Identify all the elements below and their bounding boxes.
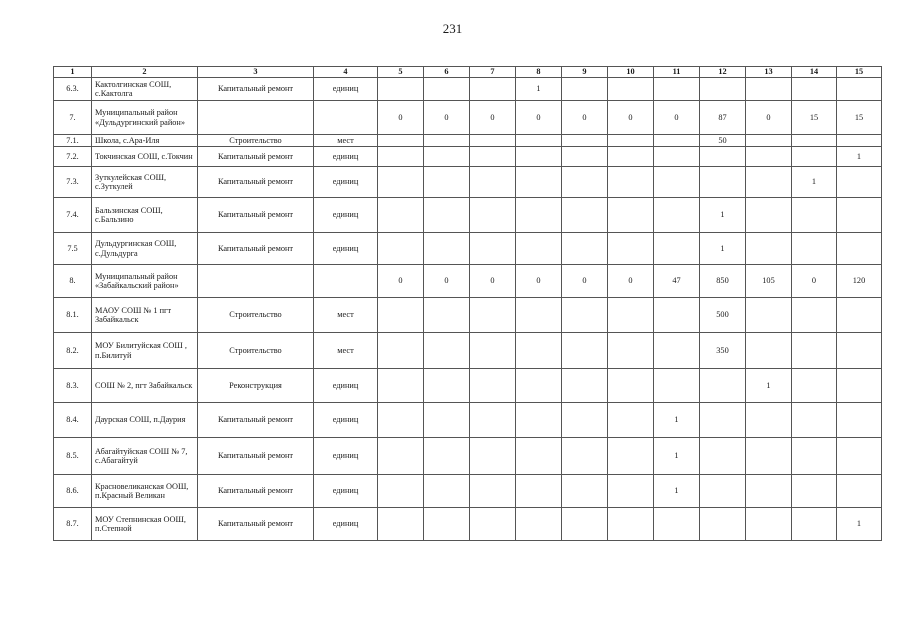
table-row (54, 369, 882, 403)
value-cell-col-6 (424, 508, 470, 541)
value-cell-col-7 (470, 508, 516, 541)
object-name-cell: МОУ Билитуйская СОШ , п.Билитуй (92, 333, 198, 369)
value-cell-col-9 (562, 508, 608, 541)
value-cell-col-13 (746, 147, 792, 167)
value-cell-col-7 (470, 78, 516, 101)
column-header-14: 14 (792, 67, 837, 78)
value-cell-col-12 (700, 369, 746, 403)
value-cell-col-12 (700, 403, 746, 438)
value-cell-col-7: 0 (470, 101, 516, 135)
value-cell-col-5 (378, 135, 424, 147)
value-cell-col-12: 350 (700, 333, 746, 369)
value-cell-col-14: 1 (792, 167, 837, 198)
table-row (54, 508, 882, 541)
value-cell-col-9 (562, 403, 608, 438)
value-cell-col-10 (608, 167, 654, 198)
value-cell-col-14 (792, 147, 837, 167)
row-number-cell: 7.4. (54, 198, 92, 233)
value-cell-col-11 (654, 298, 700, 333)
value-cell-col-7 (470, 475, 516, 508)
unit-cell: единиц (314, 233, 378, 265)
value-cell-col-7 (470, 135, 516, 147)
value-cell-col-6: 0 (424, 265, 470, 298)
column-header-6: 6 (424, 67, 470, 78)
value-cell-col-11: 1 (654, 475, 700, 508)
value-cell-col-10 (608, 147, 654, 167)
value-cell-col-12 (700, 78, 746, 101)
row-number-cell: 7. (54, 101, 92, 135)
value-cell-col-10 (608, 438, 654, 475)
object-name-cell: Бальзинская СОШ, с.Бальзино (92, 198, 198, 233)
unit-cell: единиц (314, 167, 378, 198)
unit-cell: мест (314, 135, 378, 147)
value-cell-col-12 (700, 438, 746, 475)
column-header-7: 7 (470, 67, 516, 78)
work-type-cell: Капитальный ремонт (198, 508, 314, 541)
value-cell-col-14 (792, 135, 837, 147)
value-cell-col-7 (470, 403, 516, 438)
table-row (54, 403, 882, 438)
column-header-10: 10 (608, 67, 654, 78)
object-name-cell: Школа, с.Ара-Иля (92, 135, 198, 147)
value-cell-col-5: 0 (378, 265, 424, 298)
value-cell-col-7 (470, 438, 516, 475)
column-header-12: 12 (700, 67, 746, 78)
value-cell-col-6 (424, 333, 470, 369)
row-number-cell: 7.1. (54, 135, 92, 147)
value-cell-col-11 (654, 369, 700, 403)
value-cell-col-8 (516, 438, 562, 475)
value-cell-col-15 (837, 333, 882, 369)
value-cell-col-6 (424, 167, 470, 198)
value-cell-col-12: 87 (700, 101, 746, 135)
value-cell-col-5: 0 (378, 101, 424, 135)
value-cell-col-13 (746, 438, 792, 475)
value-cell-col-5 (378, 298, 424, 333)
value-cell-col-8: 0 (516, 265, 562, 298)
object-name-cell: Муниципальный район «Забайкальский район» (92, 265, 198, 298)
work-type-cell: Строительство (198, 135, 314, 147)
value-cell-col-9 (562, 167, 608, 198)
value-cell-col-15: 1 (837, 147, 882, 167)
value-cell-col-11: 1 (654, 438, 700, 475)
value-cell-col-6 (424, 135, 470, 147)
work-type-cell (198, 101, 314, 135)
work-type-cell: Капитальный ремонт (198, 78, 314, 101)
header-row (54, 67, 882, 78)
row-number-cell: 7.2. (54, 147, 92, 167)
work-type-cell: Строительство (198, 298, 314, 333)
unit-cell: единиц (314, 369, 378, 403)
object-name-cell: Дульдургинская СОШ, с.Дульдурга (92, 233, 198, 265)
value-cell-col-5 (378, 369, 424, 403)
page-number: 231 (442, 21, 463, 36)
object-name-cell: СОШ № 2, пгт Забайкальск (92, 369, 198, 403)
column-header-3: 3 (198, 67, 314, 78)
table-row (54, 147, 882, 167)
value-cell-col-10 (608, 198, 654, 233)
value-cell-col-15 (837, 438, 882, 475)
table-row (54, 233, 882, 265)
value-cell-col-9 (562, 147, 608, 167)
value-cell-col-6 (424, 147, 470, 167)
value-cell-col-7 (470, 198, 516, 233)
value-cell-col-12: 50 (700, 135, 746, 147)
value-cell-col-12 (700, 147, 746, 167)
value-cell-col-13 (746, 167, 792, 198)
unit-cell: единиц (314, 198, 378, 233)
row-number-cell: 8.1. (54, 298, 92, 333)
value-cell-col-8 (516, 233, 562, 265)
value-cell-col-12: 1 (700, 233, 746, 265)
value-cell-col-5 (378, 233, 424, 265)
value-cell-col-13: 0 (746, 101, 792, 135)
row-number-cell: 8.6. (54, 475, 92, 508)
value-cell-col-13 (746, 333, 792, 369)
value-cell-col-5 (378, 403, 424, 438)
value-cell-col-8 (516, 135, 562, 147)
value-cell-col-11: 47 (654, 265, 700, 298)
value-cell-col-11 (654, 508, 700, 541)
value-cell-col-5 (378, 333, 424, 369)
unit-cell: единиц (314, 78, 378, 101)
value-cell-col-14 (792, 233, 837, 265)
column-header-4: 4 (314, 67, 378, 78)
table-row (54, 101, 882, 135)
value-cell-col-7 (470, 298, 516, 333)
table-row (54, 198, 882, 233)
value-cell-col-7 (470, 167, 516, 198)
value-cell-col-11 (654, 198, 700, 233)
value-cell-col-9 (562, 135, 608, 147)
table-row (54, 167, 882, 198)
value-cell-col-8 (516, 147, 562, 167)
unit-cell: мест (314, 333, 378, 369)
value-cell-col-14 (792, 298, 837, 333)
value-cell-col-11: 1 (654, 403, 700, 438)
value-cell-col-5 (378, 147, 424, 167)
value-cell-col-6 (424, 475, 470, 508)
value-cell-col-7 (470, 333, 516, 369)
value-cell-col-8: 1 (516, 78, 562, 101)
value-cell-col-9: 0 (562, 101, 608, 135)
value-cell-col-11 (654, 333, 700, 369)
work-type-cell: Капитальный ремонт (198, 438, 314, 475)
value-cell-col-15: 120 (837, 265, 882, 298)
value-cell-col-14 (792, 403, 837, 438)
value-cell-col-10 (608, 403, 654, 438)
object-name-cell: МАОУ СОШ № 1 пгт Забайкальск (92, 298, 198, 333)
table-row (54, 438, 882, 475)
value-cell-col-10 (608, 78, 654, 101)
work-type-cell (198, 265, 314, 298)
value-cell-col-6 (424, 403, 470, 438)
column-header-11: 11 (654, 67, 700, 78)
value-cell-col-15 (837, 167, 882, 198)
value-cell-col-13 (746, 135, 792, 147)
value-cell-col-8 (516, 298, 562, 333)
work-type-cell: Капитальный ремонт (198, 198, 314, 233)
value-cell-col-13 (746, 233, 792, 265)
value-cell-col-12 (700, 167, 746, 198)
value-cell-col-5 (378, 508, 424, 541)
value-cell-col-12: 500 (700, 298, 746, 333)
value-cell-col-7 (470, 233, 516, 265)
value-cell-col-8 (516, 403, 562, 438)
row-number-cell: 8.7. (54, 508, 92, 541)
column-header-13: 13 (746, 67, 792, 78)
value-cell-col-9 (562, 333, 608, 369)
unit-cell: единиц (314, 403, 378, 438)
value-cell-col-11 (654, 167, 700, 198)
object-name-cell: Муниципальный район «Дульдургинский район» (92, 101, 198, 135)
value-cell-col-15: 15 (837, 101, 882, 135)
object-name-cell: Кактолгинская СОШ, с.Кактолга (92, 78, 198, 101)
value-cell-col-9 (562, 438, 608, 475)
table-row (54, 333, 882, 369)
value-cell-col-15 (837, 475, 882, 508)
work-type-cell: Капитальный ремонт (198, 403, 314, 438)
value-cell-col-9 (562, 369, 608, 403)
value-cell-col-14 (792, 438, 837, 475)
object-name-cell: Токчинская СОШ, с.Токчин (92, 147, 198, 167)
row-number-cell: 8.5. (54, 438, 92, 475)
value-cell-col-10 (608, 233, 654, 265)
value-cell-col-14 (792, 508, 837, 541)
value-cell-col-13 (746, 403, 792, 438)
row-number-cell: 8.3. (54, 369, 92, 403)
object-name-cell: МОУ Степнинская ООШ, п.Степной (92, 508, 198, 541)
row-number-cell: 6.3. (54, 78, 92, 101)
value-cell-col-13: 1 (746, 369, 792, 403)
program-table (53, 66, 882, 541)
value-cell-col-5 (378, 438, 424, 475)
value-cell-col-11 (654, 135, 700, 147)
unit-cell: единиц (314, 147, 378, 167)
value-cell-col-12 (700, 475, 746, 508)
value-cell-col-14 (792, 78, 837, 101)
value-cell-col-10 (608, 508, 654, 541)
value-cell-col-7 (470, 369, 516, 403)
value-cell-col-5 (378, 198, 424, 233)
object-name-cell: Красновеликанская ООШ, п.Красный Великан (92, 475, 198, 508)
value-cell-col-14: 0 (792, 265, 837, 298)
work-type-cell: Строительство (198, 333, 314, 369)
value-cell-col-15 (837, 233, 882, 265)
value-cell-col-10: 0 (608, 101, 654, 135)
unit-cell: единиц (314, 508, 378, 541)
value-cell-col-5 (378, 167, 424, 198)
value-cell-col-14: 15 (792, 101, 837, 135)
value-cell-col-7 (470, 147, 516, 167)
value-cell-col-15 (837, 369, 882, 403)
value-cell-col-15 (837, 298, 882, 333)
value-cell-col-10 (608, 369, 654, 403)
value-cell-col-12 (700, 508, 746, 541)
work-type-cell: Капитальный ремонт (198, 475, 314, 508)
column-header-1: 1 (54, 67, 92, 78)
value-cell-col-11: 0 (654, 101, 700, 135)
value-cell-col-6 (424, 198, 470, 233)
value-cell-col-9 (562, 298, 608, 333)
value-cell-col-14 (792, 333, 837, 369)
column-header-5: 5 (378, 67, 424, 78)
value-cell-col-15 (837, 78, 882, 101)
table-body (54, 78, 882, 541)
work-type-cell: Капитальный ремонт (198, 167, 314, 198)
value-cell-col-8 (516, 369, 562, 403)
unit-cell: единиц (314, 475, 378, 508)
value-cell-col-15 (837, 198, 882, 233)
work-type-cell: Капитальный ремонт (198, 147, 314, 167)
value-cell-col-13 (746, 508, 792, 541)
value-cell-col-10: 0 (608, 265, 654, 298)
column-header-8: 8 (516, 67, 562, 78)
row-number-cell: 7.5 (54, 233, 92, 265)
value-cell-col-8: 0 (516, 101, 562, 135)
object-name-cell: Абагайтуйская СОШ № 7, с.Абагайтуй (92, 438, 198, 475)
value-cell-col-6 (424, 298, 470, 333)
value-cell-col-6 (424, 78, 470, 101)
table-row (54, 78, 882, 101)
value-cell-col-10 (608, 135, 654, 147)
value-cell-col-15 (837, 403, 882, 438)
value-cell-col-13 (746, 475, 792, 508)
value-cell-col-11 (654, 233, 700, 265)
value-cell-col-6 (424, 233, 470, 265)
value-cell-col-7: 0 (470, 265, 516, 298)
unit-cell: мест (314, 298, 378, 333)
value-cell-col-15: 1 (837, 508, 882, 541)
value-cell-col-9 (562, 78, 608, 101)
object-name-cell: Даурская СОШ, п.Даурия (92, 403, 198, 438)
work-type-cell: Реконструкция (198, 369, 314, 403)
unit-cell (314, 265, 378, 298)
unit-cell: единиц (314, 438, 378, 475)
value-cell-col-12: 1 (700, 198, 746, 233)
value-cell-col-14 (792, 198, 837, 233)
row-number-cell: 7.3. (54, 167, 92, 198)
value-cell-col-10 (608, 333, 654, 369)
object-name-cell: Зуткулейская СОШ, с.Зуткулей (92, 167, 198, 198)
value-cell-col-8 (516, 198, 562, 233)
value-cell-col-13 (746, 298, 792, 333)
value-cell-col-6 (424, 438, 470, 475)
value-cell-col-8 (516, 167, 562, 198)
row-number-cell: 8.2. (54, 333, 92, 369)
value-cell-col-15 (837, 135, 882, 147)
work-type-cell: Капитальный ремонт (198, 233, 314, 265)
value-cell-col-13 (746, 198, 792, 233)
value-cell-col-9 (562, 475, 608, 508)
value-cell-col-8 (516, 333, 562, 369)
unit-cell (314, 101, 378, 135)
value-cell-col-5 (378, 78, 424, 101)
row-number-cell: 8. (54, 265, 92, 298)
table-row (54, 298, 882, 333)
column-header-9: 9 (562, 67, 608, 78)
value-cell-col-14 (792, 369, 837, 403)
table-row (54, 135, 882, 147)
value-cell-col-6: 0 (424, 101, 470, 135)
value-cell-col-13: 105 (746, 265, 792, 298)
value-cell-col-8 (516, 508, 562, 541)
value-cell-col-10 (608, 475, 654, 508)
value-cell-col-6 (424, 369, 470, 403)
column-header-15: 15 (837, 67, 882, 78)
value-cell-col-9 (562, 233, 608, 265)
column-header-2: 2 (92, 67, 198, 78)
value-cell-col-12: 850 (700, 265, 746, 298)
value-cell-col-9 (562, 198, 608, 233)
value-cell-col-11 (654, 78, 700, 101)
value-cell-col-11 (654, 147, 700, 167)
table-row (54, 475, 882, 508)
table-row (54, 265, 882, 298)
value-cell-col-13 (746, 78, 792, 101)
value-cell-col-10 (608, 298, 654, 333)
value-cell-col-8 (516, 475, 562, 508)
value-cell-col-14 (792, 475, 837, 508)
row-number-cell: 8.4. (54, 403, 92, 438)
value-cell-col-5 (378, 475, 424, 508)
value-cell-col-9: 0 (562, 265, 608, 298)
